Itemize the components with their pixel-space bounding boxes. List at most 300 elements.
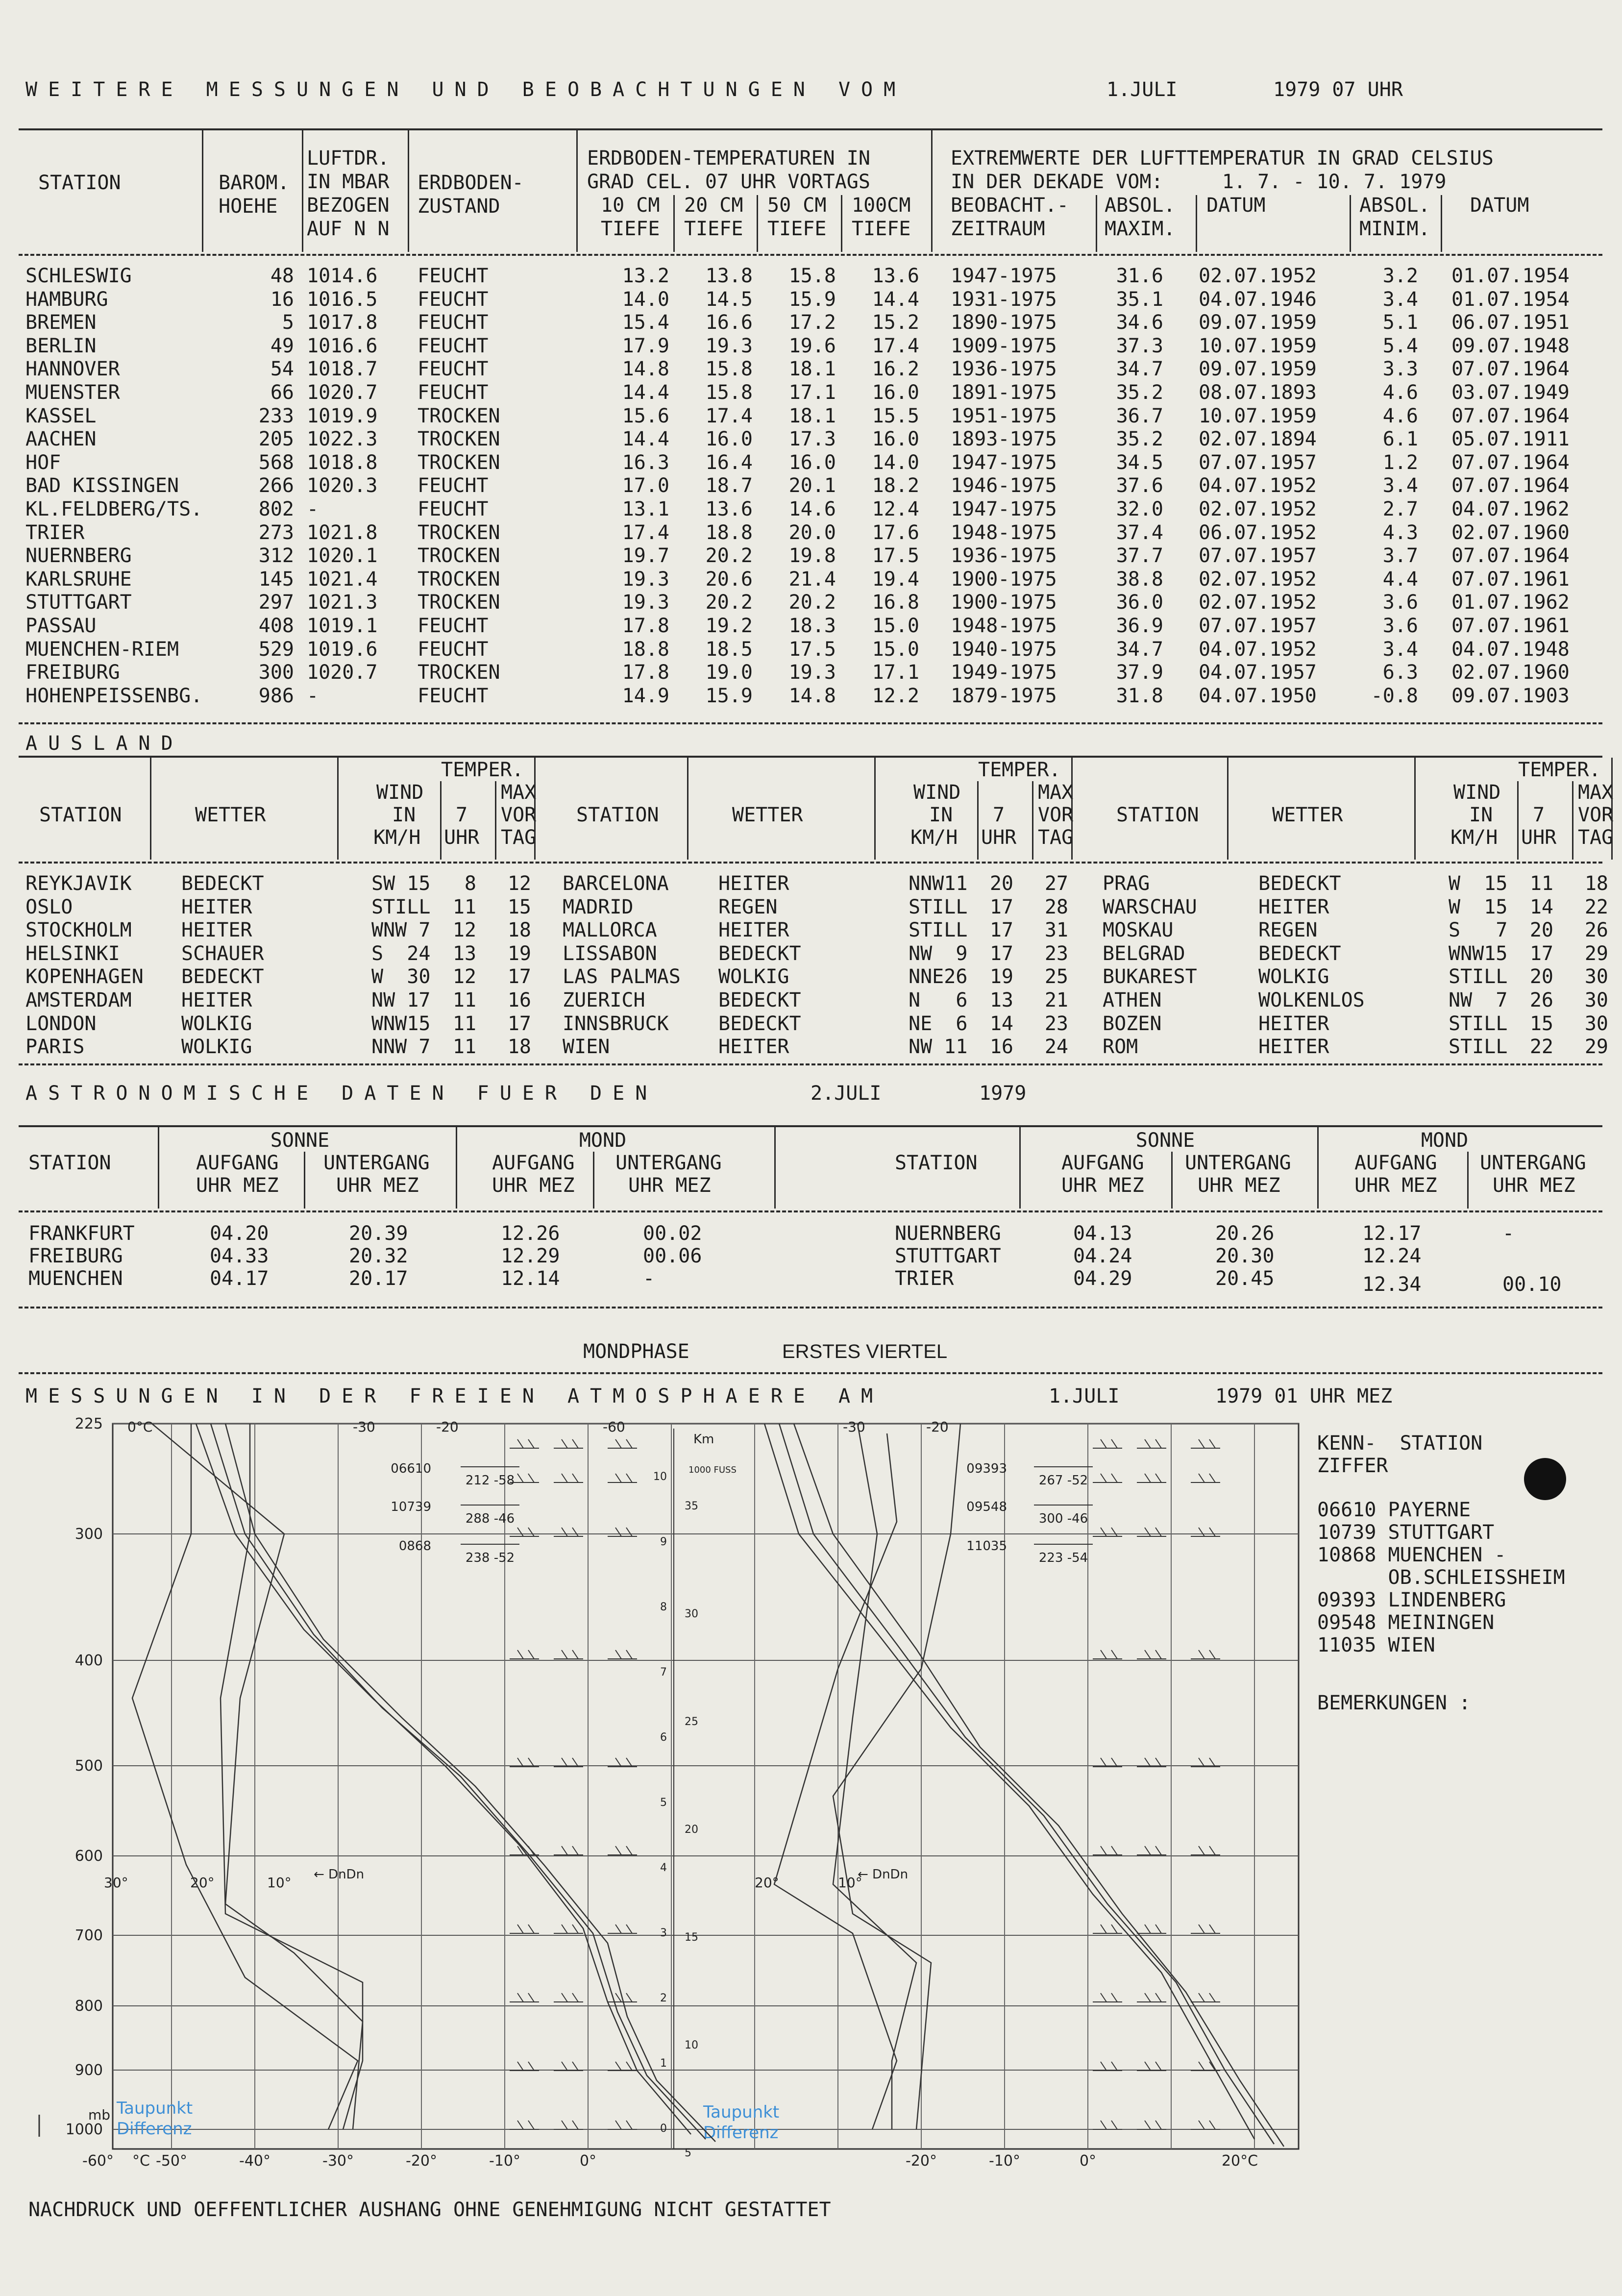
wind-barb	[1191, 1439, 1220, 1448]
ausland-temp-7uhr: 11	[452, 1036, 476, 1059]
wind-barb	[1191, 2121, 1220, 2129]
temp-50cm: 18.1	[788, 358, 836, 381]
ausland-wetter: BEDECKT	[181, 965, 264, 988]
temp-100cm: 16.8	[872, 591, 919, 614]
datum-minimum: 07.07.1964	[1451, 474, 1570, 497]
datum-minimum: 04.07.1948	[1451, 638, 1570, 661]
ausland-station: STOCKHOLM	[25, 919, 132, 942]
station-name: AACHEN	[25, 428, 97, 451]
station-entry: 10868 MUENCHEN -	[1317, 1544, 1506, 1566]
datum-maximum: 04.07.1957	[1199, 661, 1317, 684]
col-header-depth: TIEFE	[767, 218, 827, 240]
temp-50cm: 17.1	[788, 381, 836, 404]
sonne-untergang: 20.39	[349, 1222, 408, 1245]
temp-axis-label: -30°	[322, 2152, 354, 2170]
astro-station: STUTTGART	[895, 1245, 1001, 1267]
abs-maximum: 31.6	[1116, 265, 1163, 287]
column-divider	[534, 758, 536, 860]
col-header-wind: WIND	[913, 781, 961, 804]
station-code: 0868	[398, 1539, 431, 1554]
wind-barb	[554, 1528, 583, 1536]
abs-maximum: 34.5	[1116, 451, 1163, 474]
col-header-untergang: UNTERGANG	[615, 1152, 722, 1174]
station-name: HAMBURG	[25, 288, 108, 311]
wind-barb	[510, 1528, 539, 1536]
column-divider	[440, 781, 442, 860]
station-entry: 09548 MEININGEN	[1317, 1611, 1495, 1634]
height-km-label: 8	[660, 1601, 667, 1613]
abs-minimum: 4.6	[1382, 381, 1418, 404]
abs-minimum: 3.2	[1382, 265, 1418, 287]
temp-100cm: 15.0	[872, 638, 919, 661]
col-header-datum: DATUM	[1206, 194, 1266, 217]
abs-minimum: 1.2	[1382, 451, 1418, 474]
height-km-label: 9	[660, 1536, 667, 1548]
ausland-temp-7uhr: 15	[1529, 1012, 1553, 1035]
pressure-label: 800	[74, 1998, 103, 2015]
top-temp-label: 0°C	[127, 1419, 153, 1435]
col-header-abs-min: ABSOL.	[1359, 194, 1430, 217]
temp-50cm: 20.1	[788, 474, 836, 497]
barom-hoehe: 986	[258, 684, 294, 707]
luftdruck: 1016.6	[307, 334, 378, 357]
mond-aufgang: 12.29	[501, 1245, 560, 1267]
ausland-station: WARSCHAU	[1103, 895, 1197, 918]
barom-hoehe: 802	[258, 498, 294, 520]
abs-minimum: 4.6	[1382, 404, 1418, 427]
wind-barb	[554, 2121, 583, 2129]
luftdruck: 1020.7	[307, 661, 378, 684]
beobachtungs-zeitraum: 1909-1975	[951, 334, 1057, 357]
column-divider	[150, 758, 151, 860]
erdboden-zustand: TROCKEN	[418, 544, 500, 568]
datum-minimum: 07.07.1964	[1451, 404, 1570, 427]
ausland-temp-7uhr: 20	[1529, 919, 1553, 942]
top-temp-label: -20	[436, 1419, 459, 1435]
station-code: 06610	[391, 1461, 431, 1476]
col-header-station: STATION	[39, 804, 122, 826]
ausland-station: OSLO	[25, 895, 73, 918]
abs-minimum: 3.6	[1382, 615, 1418, 637]
tropopause-value: 212 -58	[465, 1473, 515, 1488]
temp-20cm: 19.3	[705, 334, 753, 357]
mond-untergang: 00.02	[643, 1222, 702, 1245]
ausland-temp-max: 19	[507, 942, 531, 965]
station-name: MUENSTER	[25, 381, 120, 404]
erdboden-zustand: TROCKEN	[418, 591, 500, 614]
datum-maximum: 09.07.1959	[1199, 311, 1317, 334]
ausland-wind: S 24	[371, 942, 431, 965]
ausland-temp-max: 24	[1044, 1036, 1068, 1059]
wind-barb	[1137, 2062, 1166, 2071]
barom-hoehe: 297	[258, 591, 294, 614]
temp-50cm: 20.2	[788, 591, 836, 614]
datum-maximum: 08.07.1893	[1199, 381, 1317, 404]
ausland-wind: NNE26	[909, 965, 968, 988]
height-fuss-label: 5	[685, 2147, 691, 2159]
ausland-temp-7uhr: 16	[989, 1036, 1013, 1059]
ausland-wind: WNW15	[371, 1012, 431, 1035]
temp-axis-label: -60°	[82, 2152, 114, 2170]
dewpoint-curve-wien	[833, 1424, 960, 2129]
temp-100cm: 13.6	[872, 265, 919, 287]
ausland-temp-7uhr: 12	[452, 919, 476, 942]
height-km-label: 2	[660, 1992, 667, 2004]
ausland-temp-7uhr: 11	[452, 1012, 476, 1035]
abs-maximum: 34.6	[1116, 311, 1163, 334]
ausland-wind: W 30	[371, 965, 431, 988]
col-header-station: STATION	[28, 1152, 111, 1174]
temp-50cm: 17.2	[788, 311, 836, 334]
datum-maximum: 04.07.1952	[1199, 474, 1317, 497]
barom-hoehe: 300	[258, 661, 294, 684]
wind-barb	[1137, 1439, 1166, 1448]
barom-hoehe: 54	[270, 358, 294, 381]
temp-50cm: 14.8	[788, 684, 836, 707]
col-header-abs-max: ABSOL.	[1105, 194, 1176, 217]
column-divider	[977, 781, 979, 860]
beobachtungs-zeitraum: 1940-1975	[951, 638, 1057, 661]
luftdruck: -	[307, 684, 319, 707]
dewpoint-scale-label: 10°	[838, 1875, 862, 1891]
ausland-wetter: WOLKIG	[181, 1036, 252, 1059]
temp-100cm: 17.1	[872, 661, 919, 684]
luftdruck: 1017.8	[307, 311, 378, 334]
height-km-label: 3	[660, 1927, 667, 1939]
abs-minimum: 6.3	[1382, 661, 1418, 684]
wind-barb	[554, 2062, 583, 2071]
pressure-label: 600	[74, 1848, 103, 1865]
barom-hoehe: 312	[258, 544, 294, 568]
col-header-depth: TIEFE	[852, 218, 911, 240]
col-header-untergang: UHR MEZ	[628, 1174, 711, 1197]
wind-barb	[1093, 2121, 1122, 2129]
temp-20cm: 20.2	[705, 591, 753, 614]
col-header-temper: TEMPER.	[441, 759, 524, 781]
temp-10cm: 16.3	[622, 451, 669, 474]
dewpoint-curve-muenchen	[152, 1424, 363, 2129]
column-divider	[1572, 781, 1573, 860]
col-header-wind: WIND	[1453, 781, 1501, 804]
luftdruck: 1019.9	[307, 404, 378, 427]
barom-hoehe: 205	[258, 428, 294, 451]
erdboden-zustand: FEUCHT	[418, 638, 489, 661]
ausland-temp-7uhr: 13	[452, 942, 476, 965]
station-code: 11035	[966, 1539, 1007, 1554]
temp-10cm: 19.7	[622, 544, 669, 568]
wind-barb	[1137, 1528, 1166, 1536]
wind-barb	[608, 1925, 637, 1933]
ziffer-header: ZIFFER	[1317, 1455, 1388, 1477]
ausland-temp-max: 28	[1044, 895, 1068, 918]
sonne-aufgang: 04.13	[1073, 1222, 1132, 1245]
temp-50cm: 18.3	[788, 615, 836, 637]
height-fuss-label: 25	[685, 1716, 698, 1728]
col-header-max: TAG	[1038, 826, 1074, 849]
ausland-station: BARCELONA	[563, 872, 669, 895]
mond-aufgang: 12.24	[1362, 1245, 1422, 1267]
sonne-aufgang: 04.33	[210, 1245, 269, 1267]
wind-barb	[510, 2121, 539, 2129]
station-name: NUERNBERG	[25, 544, 132, 568]
temp-axis-unit: °C	[132, 2152, 150, 2170]
ausland-temp-7uhr: 17	[989, 895, 1013, 918]
divider	[19, 1372, 1602, 1374]
ausland-temp-7uhr: 26	[1529, 989, 1553, 1012]
col-header-max: VOR	[1578, 804, 1614, 826]
col-header-abs-min: MINIM.	[1359, 218, 1430, 240]
station-name: HANNOVER	[25, 358, 120, 381]
barom-hoehe: 48	[270, 265, 294, 287]
temp-20cm: 16.6	[705, 311, 753, 334]
barom-hoehe: 5	[282, 311, 294, 334]
datum-maximum: 02.07.1952	[1199, 265, 1317, 287]
ausland-wind: NE 6	[909, 1012, 968, 1035]
temp-20cm: 15.9	[705, 684, 753, 707]
abs-minimum: 3.7	[1382, 544, 1418, 568]
ausland-temp-max: 12	[507, 872, 531, 895]
column-divider	[1414, 758, 1416, 860]
wind-barb	[1137, 1925, 1166, 1933]
beobachtungs-zeitraum: 1947-1975	[951, 451, 1057, 474]
ausland-wetter: BEDECKT	[1258, 872, 1341, 895]
temp-10cm: 14.0	[622, 288, 669, 311]
station-name: BAD KISSINGEN	[25, 474, 179, 497]
bemerkungen-label: BEMERKUNGEN :	[1317, 1692, 1471, 1714]
temp-50cm: 17.3	[788, 428, 836, 451]
datum-maximum: 04.07.1952	[1199, 638, 1317, 661]
col-header-wetter: WETTER	[732, 804, 803, 826]
astro-title: ASTRONOMISCHE DATEN FUER DEN	[25, 1082, 658, 1105]
temp-50cm: 19.3	[788, 661, 836, 684]
barom-hoehe: 568	[258, 451, 294, 474]
height-scale-fuss-unit: 1000 FUSS	[688, 1465, 737, 1475]
ausland-wetter: HEITER	[718, 1036, 789, 1059]
erdboden-zustand: TROCKEN	[418, 521, 500, 544]
wind-barb	[554, 1650, 583, 1659]
temp-10cm: 13.1	[622, 498, 669, 520]
column-divider	[1467, 1152, 1469, 1209]
col-header-extremwerte: EXTREMWERTE DER LUFTTEMPERATUR IN GRAD CELSIUS	[951, 147, 1494, 170]
temp-100cm: 16.0	[872, 381, 919, 404]
height-km-label: 0	[660, 2123, 667, 2135]
sonne-untergang: 20.17	[349, 1267, 408, 1290]
col-header-station: STATION	[1116, 804, 1199, 826]
temp-20cm: 18.5	[705, 638, 753, 661]
ausland-station: LAS PALMAS	[563, 965, 681, 988]
ausland-station: WIEN	[563, 1036, 610, 1059]
abs-minimum: 5.4	[1382, 334, 1418, 357]
col-header-7uhr: 7	[456, 804, 468, 826]
temp-axis-label: 20°C	[1221, 2152, 1258, 2170]
sonne-untergang: 20.30	[1215, 1245, 1275, 1267]
temp-10cm: 19.3	[622, 568, 669, 591]
ausland-temp-max: 22	[1584, 895, 1608, 918]
ausland-temp-7uhr: 13	[989, 989, 1013, 1012]
col-header-7uhr: UHR	[444, 826, 480, 849]
col-header-wind: KM/H	[1450, 826, 1498, 849]
temp-20cm: 19.0	[705, 661, 753, 684]
column-divider	[304, 1152, 305, 1209]
sonne-aufgang: 04.29	[1073, 1267, 1132, 1290]
ausland-wind: STILL	[1449, 1036, 1508, 1059]
col-header-depth: 100CM	[852, 194, 911, 217]
abs-minimum: 2.7	[1382, 498, 1418, 520]
mond-untergang: 00.10	[1502, 1273, 1562, 1296]
pressure-label: 225	[74, 1415, 103, 1432]
aerology-year-time: 1979 01 UHR MEZ	[1215, 1385, 1393, 1407]
ausland-temp-max: 29	[1584, 1036, 1608, 1059]
ausland-temp-7uhr: 11	[452, 895, 476, 918]
astro-station: NUERNBERG	[895, 1222, 1001, 1245]
ausland-wind: NW 9	[909, 942, 968, 965]
dewpoint-curve-payerne	[132, 1424, 358, 2129]
datum-minimum: 02.07.1960	[1451, 661, 1570, 684]
wind-barb	[1137, 1474, 1166, 1482]
wind-barb	[554, 1439, 583, 1448]
abs-minimum: 5.1	[1382, 311, 1418, 334]
station-name: PASSAU	[25, 615, 97, 637]
erdboden-zustand: TROCKEN	[418, 404, 500, 427]
temp-100cm: 18.2	[872, 474, 919, 497]
temp-100cm: 17.4	[872, 334, 919, 357]
erdboden-zustand: TROCKEN	[418, 661, 500, 684]
height-fuss-label: 15	[685, 1931, 698, 1944]
col-header-7uhr: UHR	[981, 826, 1017, 849]
ausland-wind: STILL	[909, 895, 968, 918]
temp-100cm: 19.4	[872, 568, 919, 591]
column-divider	[687, 758, 688, 860]
temp-10cm: 17.8	[622, 661, 669, 684]
datum-maximum: 07.07.1957	[1199, 544, 1317, 568]
ausland-temp-max: 18	[1584, 872, 1608, 895]
mond-aufgang: 12.34	[1362, 1273, 1422, 1296]
mond-untergang: -	[1502, 1222, 1515, 1245]
column-divider	[495, 781, 496, 860]
wind-barb	[510, 1925, 539, 1933]
dewpoint-scale-label: 10°	[267, 1875, 292, 1891]
col-header-aufgang: UHR MEZ	[1061, 1174, 1144, 1197]
column-divider	[1032, 781, 1033, 860]
ausland-wetter: HEITER	[1258, 895, 1329, 918]
erdboden-zustand: FEUCHT	[418, 615, 489, 637]
ausland-temp-max: 16	[507, 989, 531, 1012]
dewpoint-label: ← DnDn	[858, 1867, 909, 1882]
dewpoint-scale-label: 20°	[190, 1875, 215, 1891]
height-km-label: 6	[660, 1731, 667, 1744]
ausland-wetter: WOLKIG	[181, 1012, 252, 1035]
astro-date: 2.JULI	[811, 1082, 882, 1105]
temp-50cm: 21.4	[788, 568, 836, 591]
sonne-untergang: 20.45	[1215, 1267, 1275, 1290]
ausland-temp-7uhr: 17	[989, 942, 1013, 965]
wind-barb	[1137, 1993, 1166, 2002]
height-fuss-label: 10	[685, 2039, 698, 2051]
beobachtungs-zeitraum: 1936-1975	[951, 544, 1057, 568]
top-temp-label: -20	[926, 1419, 949, 1435]
divider	[19, 862, 1602, 864]
ausland-station: ZUERICH	[563, 989, 645, 1012]
column-divider	[1171, 1152, 1173, 1209]
wind-barb	[1093, 1439, 1122, 1448]
temp-100cm: 16.2	[872, 358, 919, 381]
ausland-temp-max: 17	[507, 965, 531, 988]
wind-barb	[510, 1439, 539, 1448]
barom-hoehe: 145	[258, 568, 294, 591]
report-title: WEITERE MESSUNGEN UND BEOBACHTUNGEN VOM	[25, 78, 907, 101]
ausland-station: ATHEN	[1103, 989, 1162, 1012]
ausland-wind: STILL	[371, 895, 431, 918]
erdboden-zustand: FEUCHT	[418, 381, 489, 404]
temp-20cm: 20.6	[705, 568, 753, 591]
station-name: FREIBURG	[25, 661, 120, 684]
column-divider	[757, 195, 758, 252]
station-entry: 06610 PAYERNE	[1317, 1499, 1471, 1521]
wind-barb	[608, 1528, 637, 1536]
station-name: TRIER	[25, 521, 85, 544]
col-header-max: VOR	[1038, 804, 1074, 826]
datum-minimum: 07.07.1964	[1451, 358, 1570, 381]
erdboden-zustand: FEUCHT	[418, 265, 489, 287]
ausland-wind: NNW11	[909, 872, 968, 895]
station-code: 10739	[391, 1500, 431, 1514]
column-divider	[1517, 781, 1519, 860]
column-divider	[202, 130, 203, 252]
erdboden-zustand: FEUCHT	[418, 311, 489, 334]
col-header-aufgang: AUFGANG	[196, 1152, 279, 1174]
ausland-temp-7uhr: 11	[1529, 872, 1553, 895]
tropopause-value: 267 -52	[1038, 1473, 1088, 1488]
mb-label: mb	[88, 2107, 111, 2123]
ausland-wind: NW 11	[909, 1036, 968, 1059]
wind-barb	[1093, 2062, 1122, 2071]
top-temp-label: -30	[843, 1419, 865, 1435]
luftdruck: 1020.1	[307, 544, 378, 568]
datum-maximum: 06.07.1952	[1199, 521, 1317, 544]
footer-note: NACHDRUCK UND OEFFENTLICHER AUSHANG OHNE GENEHMIGUNG NICHT GESTATTET	[28, 2198, 831, 2221]
beobachtungs-zeitraum: 1931-1975	[951, 288, 1057, 311]
mond-untergang: -	[643, 1267, 655, 1290]
beobachtungs-zeitraum: 1948-1975	[951, 521, 1057, 544]
pressure-label: 300	[74, 1526, 103, 1543]
ausland-wind: SW 15	[371, 872, 431, 895]
divider	[19, 722, 1602, 724]
luftdruck: 1019.6	[307, 638, 378, 661]
ausland-wetter: HEITER	[1258, 1012, 1329, 1035]
abs-maximum: 37.6	[1116, 474, 1163, 497]
col-header-wind: IN	[929, 804, 953, 826]
station-name: SCHLESWIG	[25, 265, 132, 287]
height-km-label: 10	[653, 1471, 667, 1483]
wind-barb	[1191, 1528, 1220, 1536]
datum-minimum: 03.07.1949	[1451, 381, 1570, 404]
aerological-diagram	[65, 1415, 1299, 2170]
wind-barb	[608, 2062, 637, 2071]
ausland-station: REYKJAVIK	[25, 872, 132, 895]
column-divider	[576, 130, 578, 252]
temp-axis-label: 0°	[579, 2152, 597, 2170]
temp-10cm: 13.2	[622, 265, 669, 287]
wind-barb	[1191, 1993, 1220, 2002]
tropopause-value: 288 -46	[465, 1511, 515, 1526]
column-divider	[593, 1152, 594, 1209]
sonne-aufgang: 04.20	[210, 1222, 269, 1245]
temp-axis-label: -10°	[489, 2152, 520, 2170]
datum-maximum: 10.07.1959	[1199, 404, 1317, 427]
datum-maximum: 02.07.1952	[1199, 568, 1317, 591]
ausland-station: HELSINKI	[25, 942, 120, 965]
col-header-untergang: UHR MEZ	[336, 1174, 419, 1197]
